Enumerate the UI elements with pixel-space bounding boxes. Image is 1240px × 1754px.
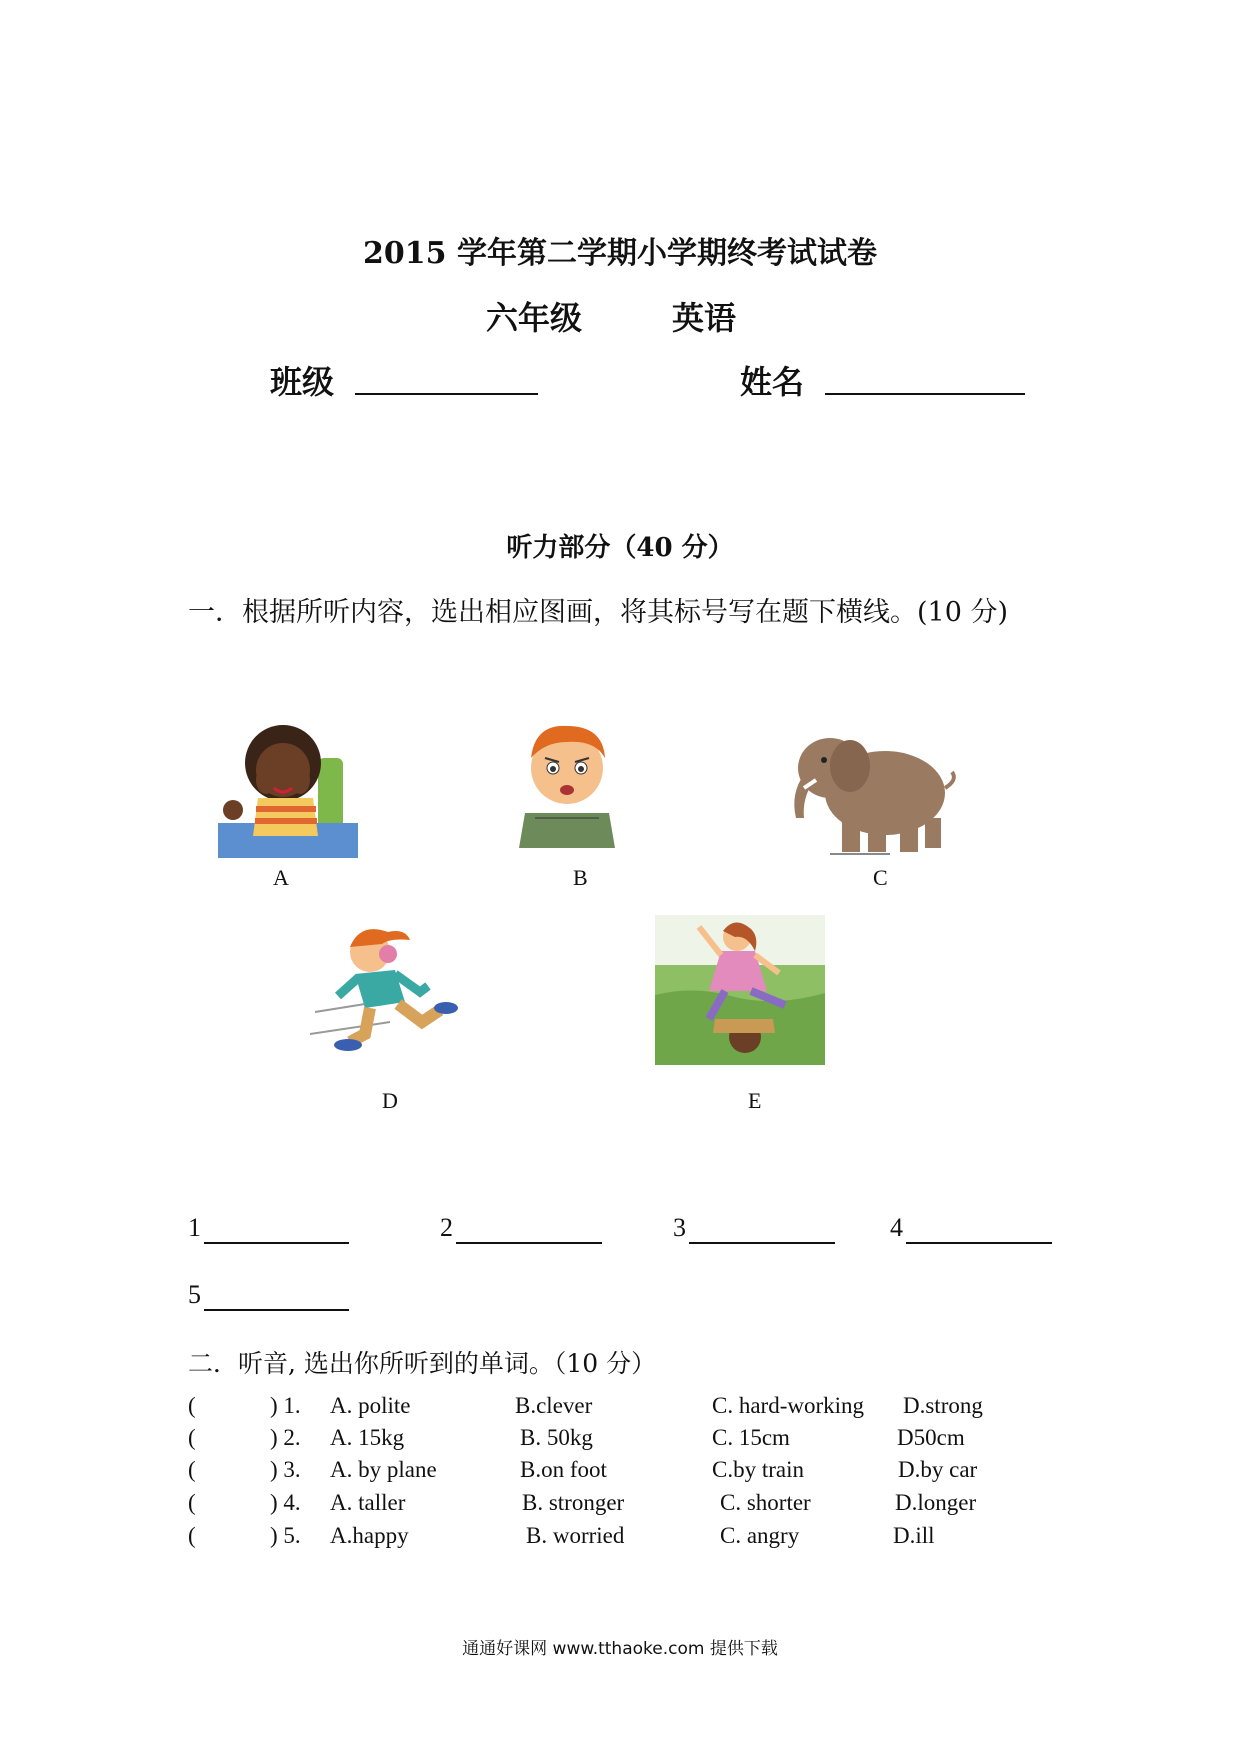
answer-paren[interactable]: ( [188, 1490, 196, 1515]
question-number: ) 4. [270, 1490, 301, 1515]
picture-label-d: D [382, 1088, 398, 1113]
option-a: A. by plane [330, 1457, 437, 1482]
part1-instruction: 一．根据所听内容，选出相应图画，将其标号写在题下横线。(10 分) [188, 597, 1009, 628]
exam-title: 2015 学年第二学期小学期终考试试卷 [363, 236, 877, 271]
picture-label-b: B [573, 865, 588, 890]
answer-paren[interactable]: ( [188, 1523, 196, 1548]
option-b: B. worried [526, 1523, 625, 1548]
answer-paren[interactable]: ( [188, 1425, 196, 1450]
answer-blank-5[interactable] [204, 1309, 349, 1311]
option-c: C. angry [720, 1523, 800, 1548]
option-c: C.by train [712, 1457, 804, 1482]
option-d: D.ill [893, 1523, 935, 1548]
class-label: 班级 [270, 363, 335, 401]
answer-blank-1-number: 1 [188, 1213, 201, 1242]
answer-blank-3[interactable] [689, 1242, 835, 1244]
answer-blank-1[interactable] [204, 1242, 349, 1244]
grade-label: 六年级 [486, 299, 583, 337]
answer-blank-4[interactable] [906, 1242, 1052, 1244]
option-b: B.clever [515, 1393, 593, 1418]
option-c: C. shorter [720, 1490, 811, 1515]
crying-boy-icon [218, 718, 358, 858]
answer-blank-3-number: 3 [673, 1213, 686, 1242]
option-c: C. hard-working [712, 1393, 865, 1418]
option-a: A.happy [330, 1523, 409, 1548]
answer-paren[interactable]: ( [188, 1457, 196, 1482]
option-d: D50cm [897, 1425, 965, 1450]
picture-label-e: E [748, 1088, 762, 1113]
question-number: ) 2. [270, 1425, 301, 1450]
answer-blank-4-number: 4 [890, 1213, 903, 1242]
subject-label: 英语 [672, 299, 737, 337]
upset-boy-icon [515, 718, 619, 848]
answer-blank-5-number: 5 [188, 1280, 201, 1309]
girl-tripping-icon [655, 915, 825, 1065]
option-b: B.on foot [520, 1457, 607, 1482]
option-d: D.longer [895, 1490, 977, 1515]
part2-instruction: 二．听音, 选出你所听到的单词。（10 分） [188, 1349, 657, 1378]
picture-label-c: C [873, 865, 888, 890]
option-c: C. 15cm [712, 1425, 790, 1450]
question-number: ) 1. [270, 1393, 301, 1418]
option-a: A. taller [330, 1490, 406, 1515]
question-number: ) 5. [270, 1523, 301, 1548]
running-girl-icon [310, 922, 475, 1062]
elephant-icon [780, 718, 960, 858]
option-a: A. 15kg [330, 1425, 405, 1450]
name-label: 姓名 [740, 363, 805, 401]
picture-label-a: A [273, 865, 289, 890]
listening-section-title: 听力部分（40 分） [506, 533, 734, 563]
option-b: B. stronger [522, 1490, 625, 1515]
class-input-line[interactable] [355, 393, 538, 395]
answer-blank-2[interactable] [456, 1242, 602, 1244]
answer-paren[interactable]: ( [188, 1393, 196, 1418]
answer-blank-2-number: 2 [440, 1213, 453, 1242]
question-number: ) 3. [270, 1457, 301, 1482]
option-d: D.strong [903, 1393, 983, 1418]
option-a: A. polite [330, 1393, 411, 1418]
option-d: D.by car [898, 1457, 978, 1482]
name-input-line[interactable] [825, 393, 1025, 395]
option-b: B. 50kg [520, 1425, 593, 1450]
footer-source: 通通好课网 www.tthaoke.com 提供下载 [462, 1639, 778, 1659]
